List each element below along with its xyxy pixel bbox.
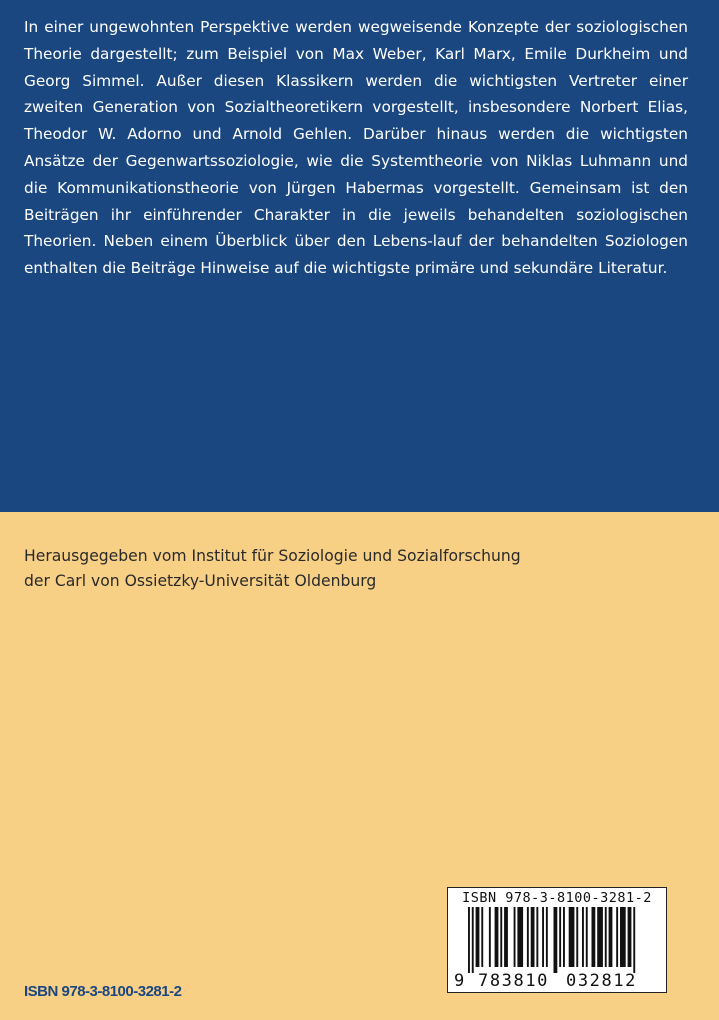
publisher-line-1: Herausgegeben vom Institut für Soziologie und Sozialforschung: [24, 547, 521, 565]
barcode-bar: [536, 907, 538, 967]
barcode-bar: [500, 907, 502, 967]
barcode-bar: [582, 907, 584, 967]
barcode-bar: [504, 907, 508, 967]
barcode-bar: [472, 907, 474, 973]
barcode-bar: [468, 907, 470, 973]
barcode-bars: [468, 907, 658, 973]
publisher-panel: [0, 512, 719, 1020]
blurb-text: In einer ungewohnten Perspektive werden wegweisende Konzepte der soziologischen Theorie dargestellt; zum Beispiel von Max Weber, Karl Marx, Emile Durkheim und Georg Simmel. Außer diesen Klassikern werden die wichtigsten Vertreter einer zweiten Generation von Sozialtheoretikern vorgestellt, insbesondere Norbert Elias, Theodor W. Adorno und Arnold Gehlen. Darüber hinaus werden die wichtigsten Ansätze der Gegenwartssoziologie, wie die Systemtheorie von Niklas Luhmann und die Kommunikationstheorie von Jürgen Habermas vorgestellt. Gemeinsam ist den Beiträgen ihr einführender Charakter in die jeweils behandelten soziologischen Theorien. Neben einem Überblick über den Lebens-lauf der behandelten Soziologen enthalten die Beiträge Hinweise auf die wichtigste primäre und sekundäre Literatur.: [24, 18, 688, 278]
barcode-bar: [546, 907, 548, 967]
barcode-bar: [559, 907, 561, 967]
barcode-bar: [633, 907, 635, 973]
barcode-bar: [527, 907, 529, 967]
barcode-isbn-label: ISBN 978-3-8100-3281-2: [462, 890, 652, 906]
barcode-bar: [542, 907, 544, 967]
barcode-bar: [605, 907, 607, 967]
barcode-bar: [592, 907, 596, 967]
barcode-bar: [531, 907, 535, 967]
isbn-text: ISBN 978-3-8100-3281-2: [24, 983, 182, 1000]
barcode-bar: [620, 907, 626, 967]
isbn-barcode: [447, 887, 667, 993]
barcode-bar: [489, 907, 491, 967]
barcode-bar: [609, 907, 613, 967]
barcode-bar: [481, 907, 483, 967]
barcode-bar: [554, 907, 558, 973]
barcode-bar: [569, 907, 575, 967]
barcode-digits-right: 032812: [566, 971, 638, 991]
publisher-info: [24, 544, 664, 594]
barcode-bar: [597, 907, 603, 967]
barcode-bar: [476, 907, 480, 967]
barcode-bar: [495, 907, 499, 967]
barcode-digit-first: 9: [454, 971, 465, 991]
barcode-bar: [616, 907, 618, 967]
barcode-bar: [514, 907, 516, 967]
barcode-bar: [517, 907, 523, 967]
barcode-bar: [586, 907, 588, 967]
barcode-digits-left: 783810: [478, 971, 550, 991]
barcode-bar: [576, 907, 578, 967]
barcode-bar: [628, 907, 632, 967]
publisher-line-2: der Carl von Ossietzky-Universität Oldenburg: [24, 572, 377, 590]
barcode-bar: [563, 907, 565, 967]
